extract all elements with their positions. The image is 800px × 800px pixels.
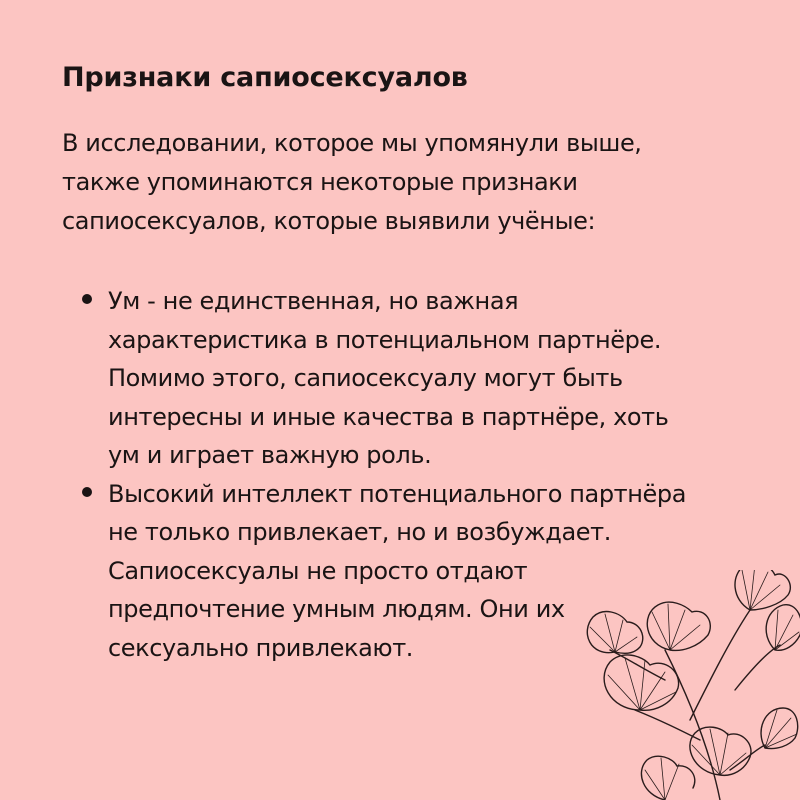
ginkgo-leaf (735, 570, 790, 610)
bullet-dot (82, 294, 92, 304)
list-item-line: ум и играет важную роль. (108, 441, 432, 469)
list-item (0, 282, 686, 475)
list-item-line: не только привлекает, но и возбуждает. (108, 518, 611, 546)
ginkgo-leaves-illustration (570, 570, 800, 800)
list-item-line: Высокий интеллект потенциального партнёра (108, 479, 687, 508)
intro-line: В исследовании, которое мы упомянули выше, (62, 129, 642, 157)
bullet-dot (82, 487, 92, 497)
list-item-text (108, 282, 686, 475)
intro-paragraph (62, 124, 752, 241)
list-item-line: Ум - не единственная, но важная (108, 287, 519, 315)
intro-line: также упоминаются некоторые признаки (62, 168, 578, 196)
list-item-line: предпочтение умным людям. Они их (108, 595, 565, 623)
list-item-line: Помимо этого, сапиосексуалу могут быть (108, 364, 623, 392)
intro-line: сапиосексуалов, которые выявили учёные: (62, 207, 596, 235)
list-item-line: интересны и иные качества в партнёре, хоть (108, 402, 669, 431)
list-item-line: сексуально привлекают. (108, 633, 414, 662)
list-item-line: Сапиосексуалы не просто отдают (108, 556, 528, 585)
list-item-line: характеристика в потенциальном партнёре. (108, 325, 662, 354)
page-title: Признаки сапиосексуалов (62, 62, 468, 93)
